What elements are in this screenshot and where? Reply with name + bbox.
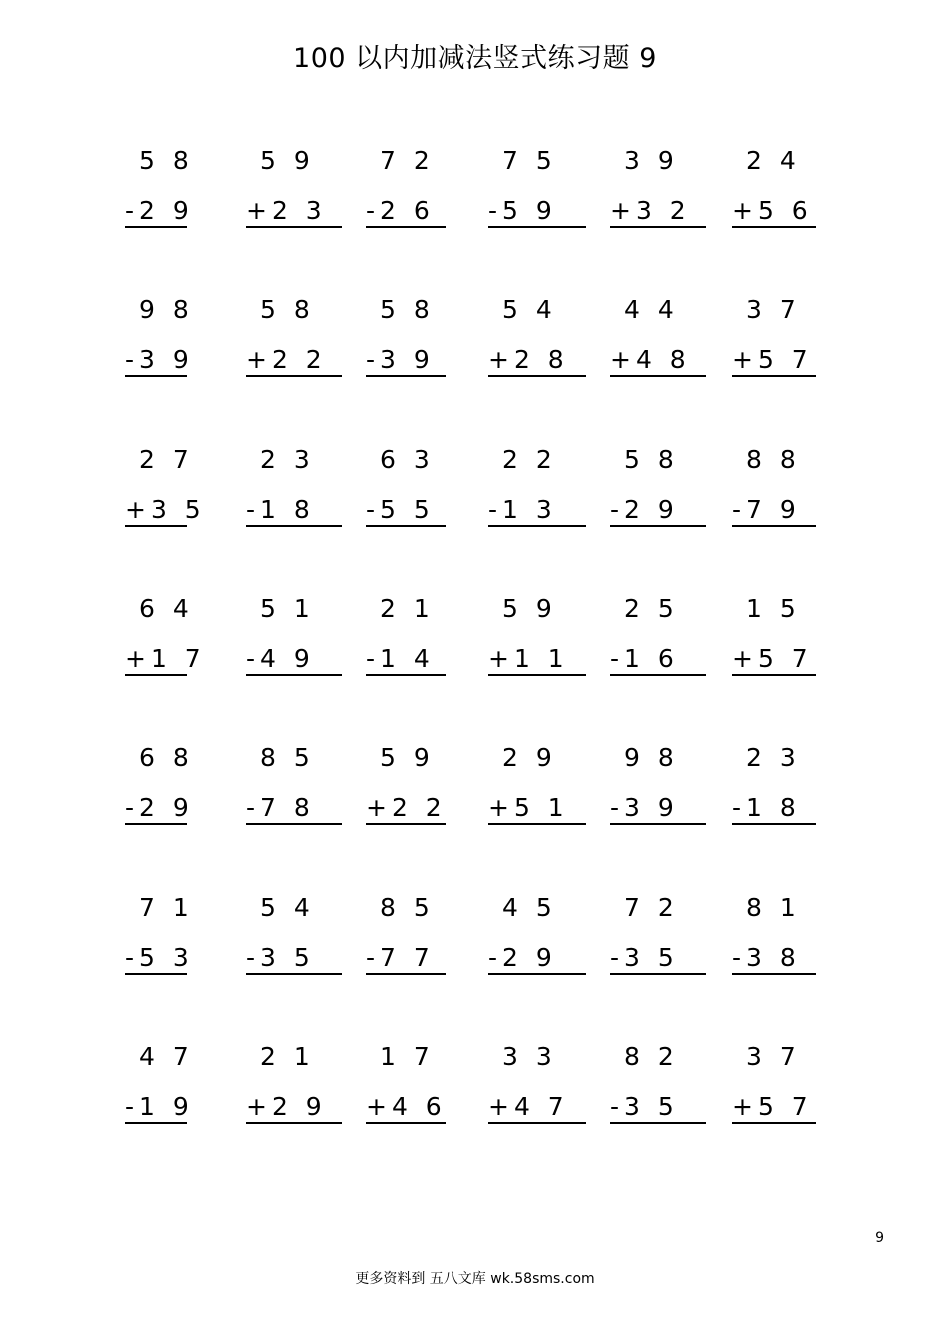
problem [366,295,476,395]
problem [732,146,842,246]
operand: -7 8 [246,793,315,822]
answer-line [366,823,446,825]
answer-line [366,1122,446,1124]
top-number: 3 7 [746,1042,801,1071]
answer-line [732,525,816,527]
answer-line [246,973,342,975]
operand: -1 6 [610,644,679,673]
top-number: 5 8 [624,445,679,474]
operand: +5 7 [732,1092,813,1121]
answer-line [610,1122,706,1124]
problem [488,295,598,395]
top-number: 5 1 [260,594,315,623]
top-number: 2 3 [746,743,801,772]
problem [125,445,235,545]
top-number: 5 8 [260,295,315,324]
problem [246,445,356,545]
operand: -5 9 [488,196,557,225]
problem [246,295,356,395]
problem [246,893,356,993]
top-number: 6 4 [139,594,194,623]
answer-line [125,823,187,825]
problem [610,893,720,993]
operand: +5 6 [732,196,813,225]
operand: -2 9 [125,196,194,225]
problem [610,295,720,395]
answer-line [125,1122,187,1124]
problem [125,893,235,993]
top-number: 5 9 [502,594,557,623]
operand: +2 3 [246,196,327,225]
answer-line [488,973,586,975]
top-number: 2 1 [260,1042,315,1071]
operand: -2 9 [488,943,557,972]
page-title: 100 以内加减法竖式练习题 9 [293,43,657,74]
operand: +2 8 [488,345,569,374]
top-number: 2 9 [502,743,557,772]
problem [488,743,598,843]
problem [732,893,842,993]
top-number: 6 3 [380,445,435,474]
operand: -3 9 [125,345,194,374]
problem [125,146,235,246]
problem [488,1042,598,1142]
operand: +4 7 [488,1092,569,1121]
top-number: 5 4 [260,893,315,922]
operand: -1 9 [125,1092,194,1121]
problem [610,594,720,694]
problem [732,445,842,545]
top-number: 5 4 [502,295,557,324]
problem [610,743,720,843]
answer-line [610,973,706,975]
problem [488,146,598,246]
problem [366,445,476,545]
top-number: 2 7 [139,445,194,474]
answer-line [732,226,816,228]
operand: -1 4 [366,644,435,673]
answer-line [125,375,187,377]
top-number: 1 7 [380,1042,435,1071]
answer-line [366,973,446,975]
top-number: 9 8 [624,743,679,772]
operand: -5 3 [125,943,194,972]
operand: -1 8 [732,793,801,822]
operand: -7 7 [366,943,435,972]
answer-line [488,375,586,377]
problem [610,1042,720,1142]
answer-line [488,823,586,825]
top-number: 3 7 [746,295,801,324]
answer-line [610,823,706,825]
operand: +2 9 [246,1092,327,1121]
problem [125,1042,235,1142]
operand: -5 5 [366,495,435,524]
problem [488,594,598,694]
operand: +3 5 [125,495,206,524]
top-number: 2 2 [502,445,557,474]
answer-line [246,525,342,527]
problem [246,146,356,246]
operand: -3 9 [366,345,435,374]
operand: +1 7 [125,644,206,673]
answer-line [732,375,816,377]
top-number: 7 2 [380,146,435,175]
answer-line [366,674,446,676]
answer-line [610,674,706,676]
answer-line [246,375,342,377]
problem [125,594,235,694]
operand: +4 6 [366,1092,447,1121]
operand: -2 6 [366,196,435,225]
problem [246,743,356,843]
answer-line [488,1122,586,1124]
answer-line [732,973,816,975]
operand: -1 8 [246,495,315,524]
problem [366,146,476,246]
operand: +5 7 [732,644,813,673]
top-number: 8 2 [624,1042,679,1071]
answer-line [246,1122,342,1124]
answer-line [246,823,342,825]
top-number: 5 8 [380,295,435,324]
answer-line [246,226,342,228]
top-number: 5 8 [139,146,194,175]
answer-line [732,674,816,676]
answer-line [246,674,342,676]
top-number: 4 5 [502,893,557,922]
operand: +1 1 [488,644,569,673]
page-number: 9 [875,1230,884,1246]
top-number: 7 1 [139,893,194,922]
problem [366,743,476,843]
top-number: 6 8 [139,743,194,772]
operand: -2 9 [125,793,194,822]
operand: -3 5 [610,943,679,972]
problem [366,594,476,694]
top-number: 2 1 [380,594,435,623]
answer-line [610,375,706,377]
top-number: 8 5 [260,743,315,772]
top-number: 8 1 [746,893,801,922]
answer-line [610,525,706,527]
answer-line [732,823,816,825]
operand: +3 2 [610,196,691,225]
top-number: 8 5 [380,893,435,922]
footer-text: 更多资料到 五八文库 wk.58sms.com [355,1271,595,1287]
answer-line [366,375,446,377]
answer-line [125,226,187,228]
answer-line [732,1122,816,1124]
problem [488,445,598,545]
operand: -3 5 [246,943,315,972]
operand: -4 9 [246,644,315,673]
top-number: 7 5 [502,146,557,175]
answer-line [488,674,586,676]
answer-line [366,226,446,228]
operand: +5 7 [732,345,813,374]
top-number: 2 3 [260,445,315,474]
answer-line [125,674,187,676]
top-number: 5 9 [380,743,435,772]
problem [732,1042,842,1142]
problem [610,146,720,246]
operand: +5 1 [488,793,569,822]
problem [610,445,720,545]
answer-line [125,525,187,527]
operand: -2 9 [610,495,679,524]
top-number: 3 9 [624,146,679,175]
top-number: 1 5 [746,594,801,623]
problem [246,594,356,694]
top-number: 7 2 [624,893,679,922]
top-number: 5 9 [260,146,315,175]
problem [125,743,235,843]
operand: -3 5 [610,1092,679,1121]
answer-line [488,226,586,228]
problem [125,295,235,395]
operand: -7 9 [732,495,801,524]
operand: -3 9 [610,793,679,822]
answer-line [488,525,586,527]
top-number: 3 3 [502,1042,557,1071]
problem [732,743,842,843]
problem [366,1042,476,1142]
problem [488,893,598,993]
top-number: 4 4 [624,295,679,324]
problem [246,1042,356,1142]
answer-line [125,973,187,975]
problem [366,893,476,993]
top-number: 9 8 [139,295,194,324]
operand: +4 8 [610,345,691,374]
top-number: 2 4 [746,146,801,175]
problem [732,594,842,694]
problem [732,295,842,395]
answer-line [610,226,706,228]
operand: -3 8 [732,943,801,972]
top-number: 2 5 [624,594,679,623]
top-number: 8 8 [746,445,801,474]
top-number: 4 7 [139,1042,194,1071]
operand: +2 2 [246,345,327,374]
operand: +2 2 [366,793,447,822]
answer-line [366,525,446,527]
operand: -1 3 [488,495,557,524]
